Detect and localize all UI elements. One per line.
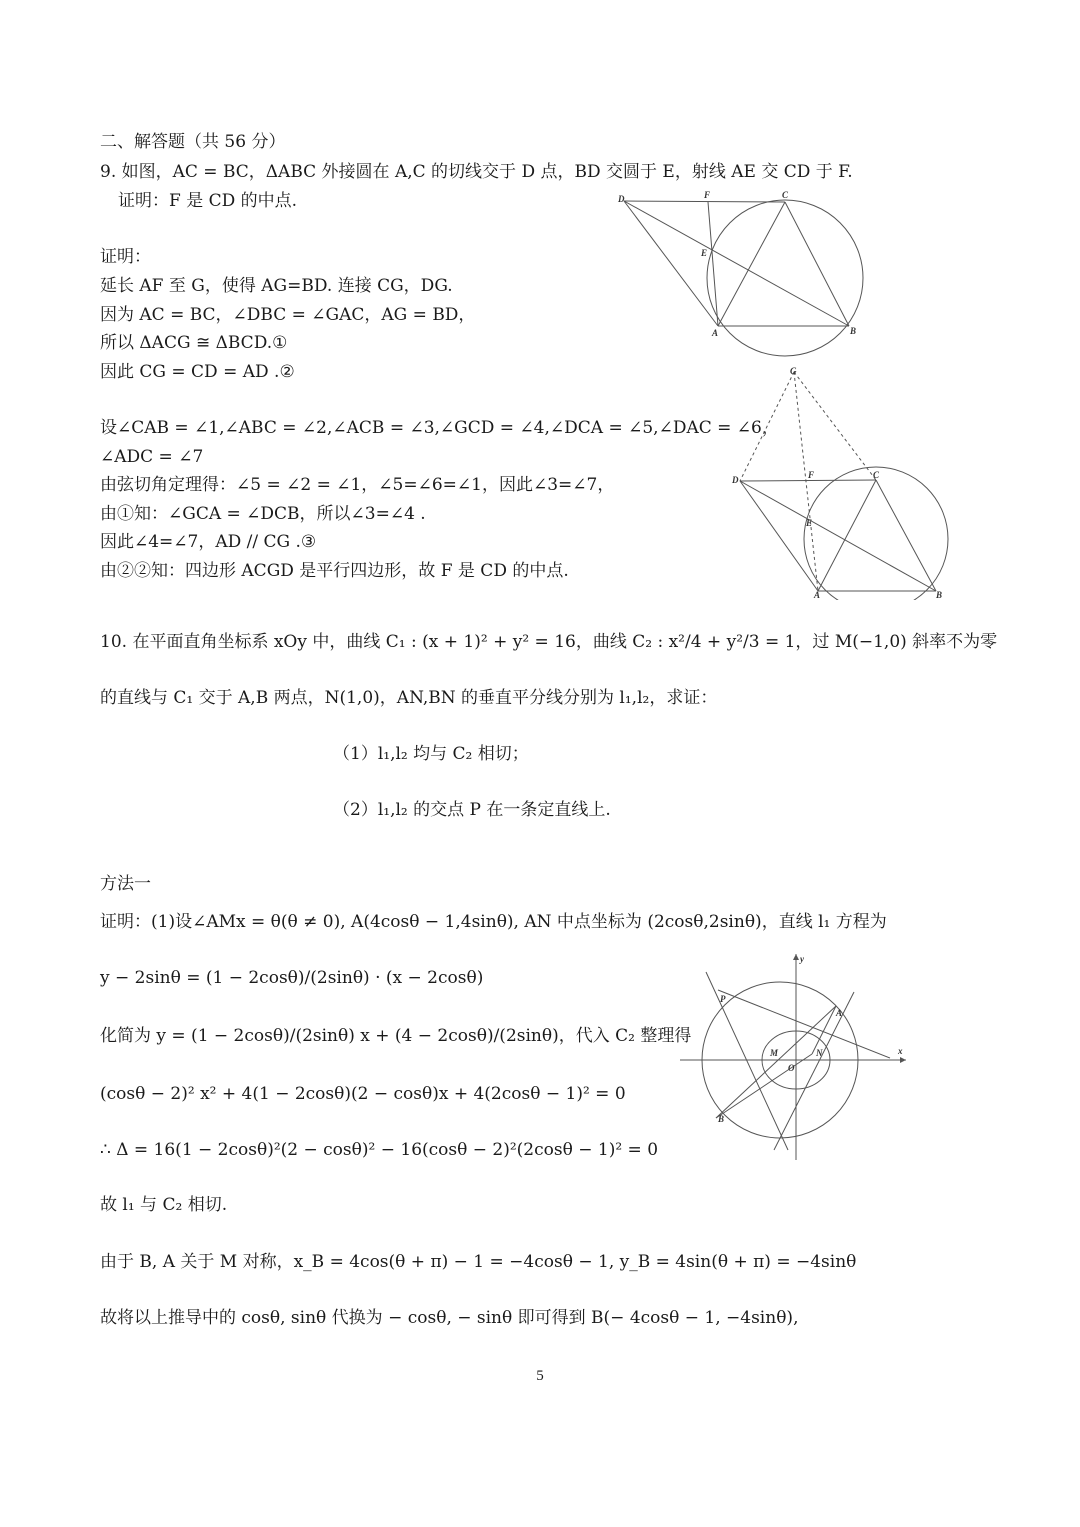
replace-line: 故将以上推导中的 cosθ, sinθ 代换为 − cosθ, − sinθ 即可得到 B(− 4cosθ − 1, −4sinθ), bbox=[100, 1308, 799, 1328]
fig-label: O bbox=[788, 1063, 795, 1073]
q10-figure bbox=[678, 950, 910, 1162]
q10-stem-line1: 10. 在平面直角坐标系 xOy 中，曲线 C₁ : (x + 1)² + y² = 16，曲线 C₂ : x²/4 + y²/3 = 1，过 M(−1,0) 斜率不为零 bbox=[100, 632, 998, 652]
page-number: 5 bbox=[536, 1368, 544, 1384]
fig-label: M bbox=[770, 1048, 779, 1058]
fig-label: C bbox=[873, 470, 880, 480]
q9-proof-line: 延长 AF 至 G，使得 AG=BD. 连接 CG，DG. bbox=[100, 276, 453, 296]
fig-label: D bbox=[618, 194, 625, 204]
proof-line: 证明：(1)设∠AMx = θ(θ ≠ 0), A(4cosθ − 1,4sinθ), AN 中点坐标为 (2cosθ,2sinθ)，直线 l₁ 方程为 bbox=[100, 912, 887, 932]
q9-proof-line: 因此∠4=∠7，AD // CG .③ bbox=[100, 532, 317, 552]
equation: 化简为 y = (1 − 2cosθ)/(2sinθ) x + (4 − 2cosθ)/(2sinθ)，代入 C₂ 整理得 bbox=[100, 1026, 692, 1046]
fig-label: B bbox=[850, 326, 857, 336]
fig-label: A bbox=[836, 1008, 843, 1018]
fig-label: D bbox=[732, 475, 739, 485]
q9-proof-line: 因此 CG = CD = AD .② bbox=[100, 362, 295, 382]
q10-stem-line2: 的直线与 C₁ 交于 A,B 两点，N(1,0)，AN,BN 的垂直平分线分别为 l₁,l₂，求证： bbox=[100, 688, 718, 708]
symmetry-line: 由于 B, A 关于 M 对称，x_B = 4cos(θ + π) − 1 = −4cosθ − 1, y_B = 4sin(θ + π) = −4sinθ bbox=[100, 1252, 857, 1272]
q9-proof-line: 因为 AC = BC，∠DBC = ∠GAC，AG = BD， bbox=[100, 305, 476, 325]
fig-label: N bbox=[816, 1048, 823, 1058]
q10-part2: （2）l₁,l₂ 的交点 P 在一条定直线上. bbox=[333, 800, 611, 820]
conclusion: 故 l₁ 与 C₂ 相切. bbox=[100, 1195, 228, 1215]
q9-proof-line: 由①知：∠GCA = ∠DCB，所以∠3=∠4 . bbox=[100, 504, 426, 524]
q9-task: 证明：F 是 CD 的中点. bbox=[118, 191, 298, 211]
fig-label: P bbox=[720, 994, 726, 1004]
q9-proof-line: 由②②知：四边形 ACGD 是平行四边形，故 F 是 CD 的中点. bbox=[100, 561, 569, 581]
q9-proof-line: ∠ADC = ∠7 bbox=[100, 447, 204, 467]
fig-label: B bbox=[936, 590, 943, 600]
fig-label: B bbox=[718, 1114, 725, 1124]
q9-proof-line: 由弦切角定理得：∠5 = ∠2 = ∠1，∠5=∠6=∠1，因此∠3=∠7， bbox=[100, 475, 615, 495]
method-title: 方法一 bbox=[100, 874, 151, 894]
q9-proof-label: 证明： bbox=[100, 247, 151, 267]
fig-label: F bbox=[808, 470, 815, 480]
fig-label: A bbox=[712, 328, 719, 338]
equation: (cosθ − 2)² x² + 4(1 − 2cosθ)(2 − cosθ)x + 4(2cosθ − 1)² = 0 bbox=[100, 1084, 626, 1104]
section-title: 二、解答题（共 56 分） bbox=[100, 132, 286, 152]
fig-label: x bbox=[898, 1046, 903, 1056]
q10-part1: （1）l₁,l₂ 均与 C₂ 相切； bbox=[333, 744, 529, 764]
equation: ∴ Δ = 16(1 − 2cosθ)²(2 − cosθ)² − 16(cosθ − 2)²(2cosθ − 1)² = 0 bbox=[100, 1140, 659, 1160]
fig-label: E bbox=[806, 518, 813, 528]
equation: y − 2sinθ = (1 − 2cosθ)/(2sinθ) · (x − 2cosθ) bbox=[100, 968, 484, 988]
q9-proof-line: 所以 ΔACG ≅ ΔBCD.① bbox=[100, 333, 288, 353]
fig-label: F bbox=[704, 190, 711, 200]
fig-label: A bbox=[814, 590, 821, 600]
fig-label: C bbox=[782, 190, 789, 200]
fig-label: y bbox=[800, 954, 804, 964]
q9-figure-1 bbox=[612, 188, 874, 362]
q9-proof-line: 设∠CAB = ∠1,∠ABC = ∠2,∠ACB = ∠3,∠GCD = ∠4,∠DCA = ∠5,∠DAC = ∠6， bbox=[100, 418, 779, 438]
fig-label: E bbox=[701, 248, 708, 258]
fig-label: G bbox=[790, 366, 797, 376]
q9-stem: 9. 如图，AC = BC，ΔABC 外接圆在 A,C 的切线交于 D 点，BD 交圆于 E，射线 AE 交 CD 于 F. bbox=[100, 162, 853, 182]
q9-figure-2 bbox=[728, 366, 960, 600]
